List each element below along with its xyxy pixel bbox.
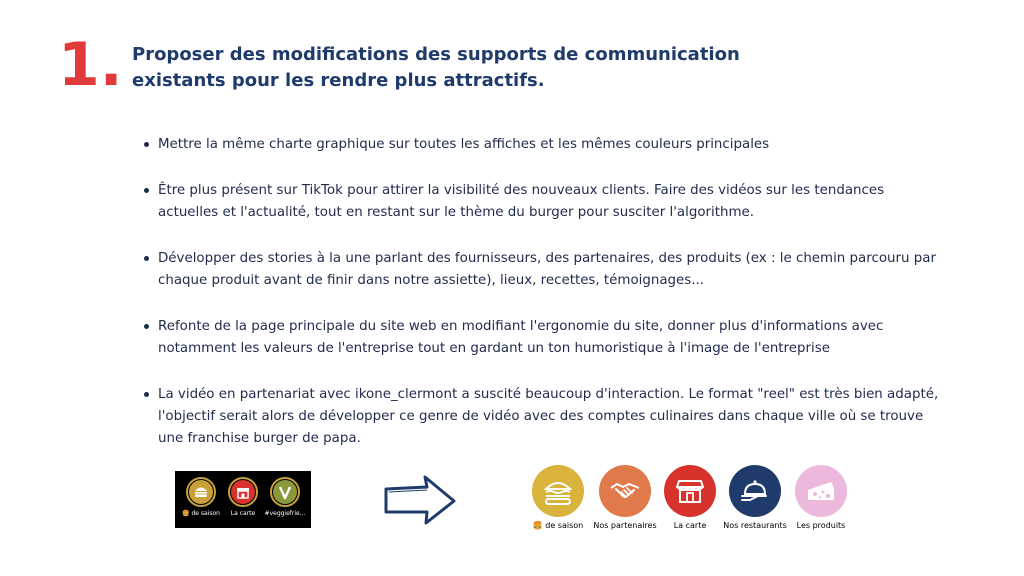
arrow-right-icon bbox=[383, 474, 457, 526]
burger-icon bbox=[189, 480, 213, 504]
burger-icon bbox=[541, 474, 575, 508]
new-highlight-label: 🍔 de saison bbox=[532, 521, 584, 530]
new-highlight-label: Nos restaurants bbox=[723, 521, 787, 530]
serving-cloche-icon bbox=[738, 474, 772, 508]
title-line-1: Proposer des modifications des supports de communication bbox=[132, 44, 740, 65]
storefront-icon bbox=[673, 474, 707, 508]
bullet-item: Développer des stories à la une parlant des fournisseurs, des partenaires, des produits (ex : le chemin parcouru par chaque produit avant de finir dans notre assiette), lieux, recettes, témoignages... bbox=[140, 248, 940, 292]
old-highlight-label: 🍔 de saison bbox=[182, 510, 220, 517]
old-highlight-circle bbox=[186, 477, 216, 507]
new-highlight-circle bbox=[532, 465, 584, 517]
storefront-icon bbox=[231, 480, 255, 504]
old-highlights-panel bbox=[175, 471, 311, 528]
bullet-item: La vidéo en partenariat avec ikone_clermont a suscité beaucoup d'interaction. Le format "reel" est très bien adapté, l'objectif serait alors de développer ce genre de vidéo avec des comptes culinaires dans chaque ville où se trouve une franchise burger de papa. bbox=[140, 384, 940, 450]
new-highlight-restaurants bbox=[719, 465, 791, 530]
title-line-2: existants pour les rendre plus attractifs. bbox=[132, 70, 545, 91]
bullet-item: Refonte de la page principale du site web en modifiant l'ergonomie du site, donner plus d'informations avec notamment les valeurs de l'entreprise tout en gardant un ton humoristique à l'image de l'entreprise bbox=[140, 316, 940, 360]
new-highlight-partenaires bbox=[589, 465, 661, 530]
old-highlight-circle bbox=[270, 477, 300, 507]
old-highlight-veggie bbox=[264, 477, 306, 517]
new-highlight-produits bbox=[785, 465, 857, 530]
new-highlight-label: La carte bbox=[673, 521, 707, 530]
v-letter-icon bbox=[273, 480, 297, 504]
new-highlight-de-saison bbox=[522, 465, 594, 530]
new-highlight-label: Les produits bbox=[796, 521, 846, 530]
old-highlight-de-saison bbox=[182, 477, 220, 517]
new-highlight-circle bbox=[795, 465, 847, 517]
cheese-icon bbox=[804, 474, 838, 508]
new-highlight-circle bbox=[664, 465, 716, 517]
bullet-list bbox=[140, 134, 940, 474]
new-highlight-la-carte bbox=[654, 465, 726, 530]
old-highlight-la-carte bbox=[227, 477, 259, 517]
new-highlight-circle bbox=[599, 465, 651, 517]
new-highlight-circle bbox=[729, 465, 781, 517]
new-highlight-label: Nos partenaires bbox=[593, 521, 657, 530]
old-highlight-label: #veggiefrie... bbox=[264, 510, 306, 517]
bullet-item: Mettre la même charte graphique sur toutes les affiches et les mêmes couleurs principales bbox=[140, 134, 940, 156]
handshake-icon bbox=[608, 474, 642, 508]
old-highlight-circle bbox=[228, 477, 258, 507]
old-highlight-label: La carte bbox=[230, 510, 256, 517]
slide-title bbox=[132, 42, 752, 94]
section-number: 1. bbox=[58, 30, 123, 100]
bullet-item: Être plus présent sur TikTok pour attirer la visibilité des nouveaux clients. Faire des vidéos sur les tendances actuelles et l'actualité, tout en restant sur le thème du burger pour susciter l'algorithme. bbox=[140, 180, 940, 224]
